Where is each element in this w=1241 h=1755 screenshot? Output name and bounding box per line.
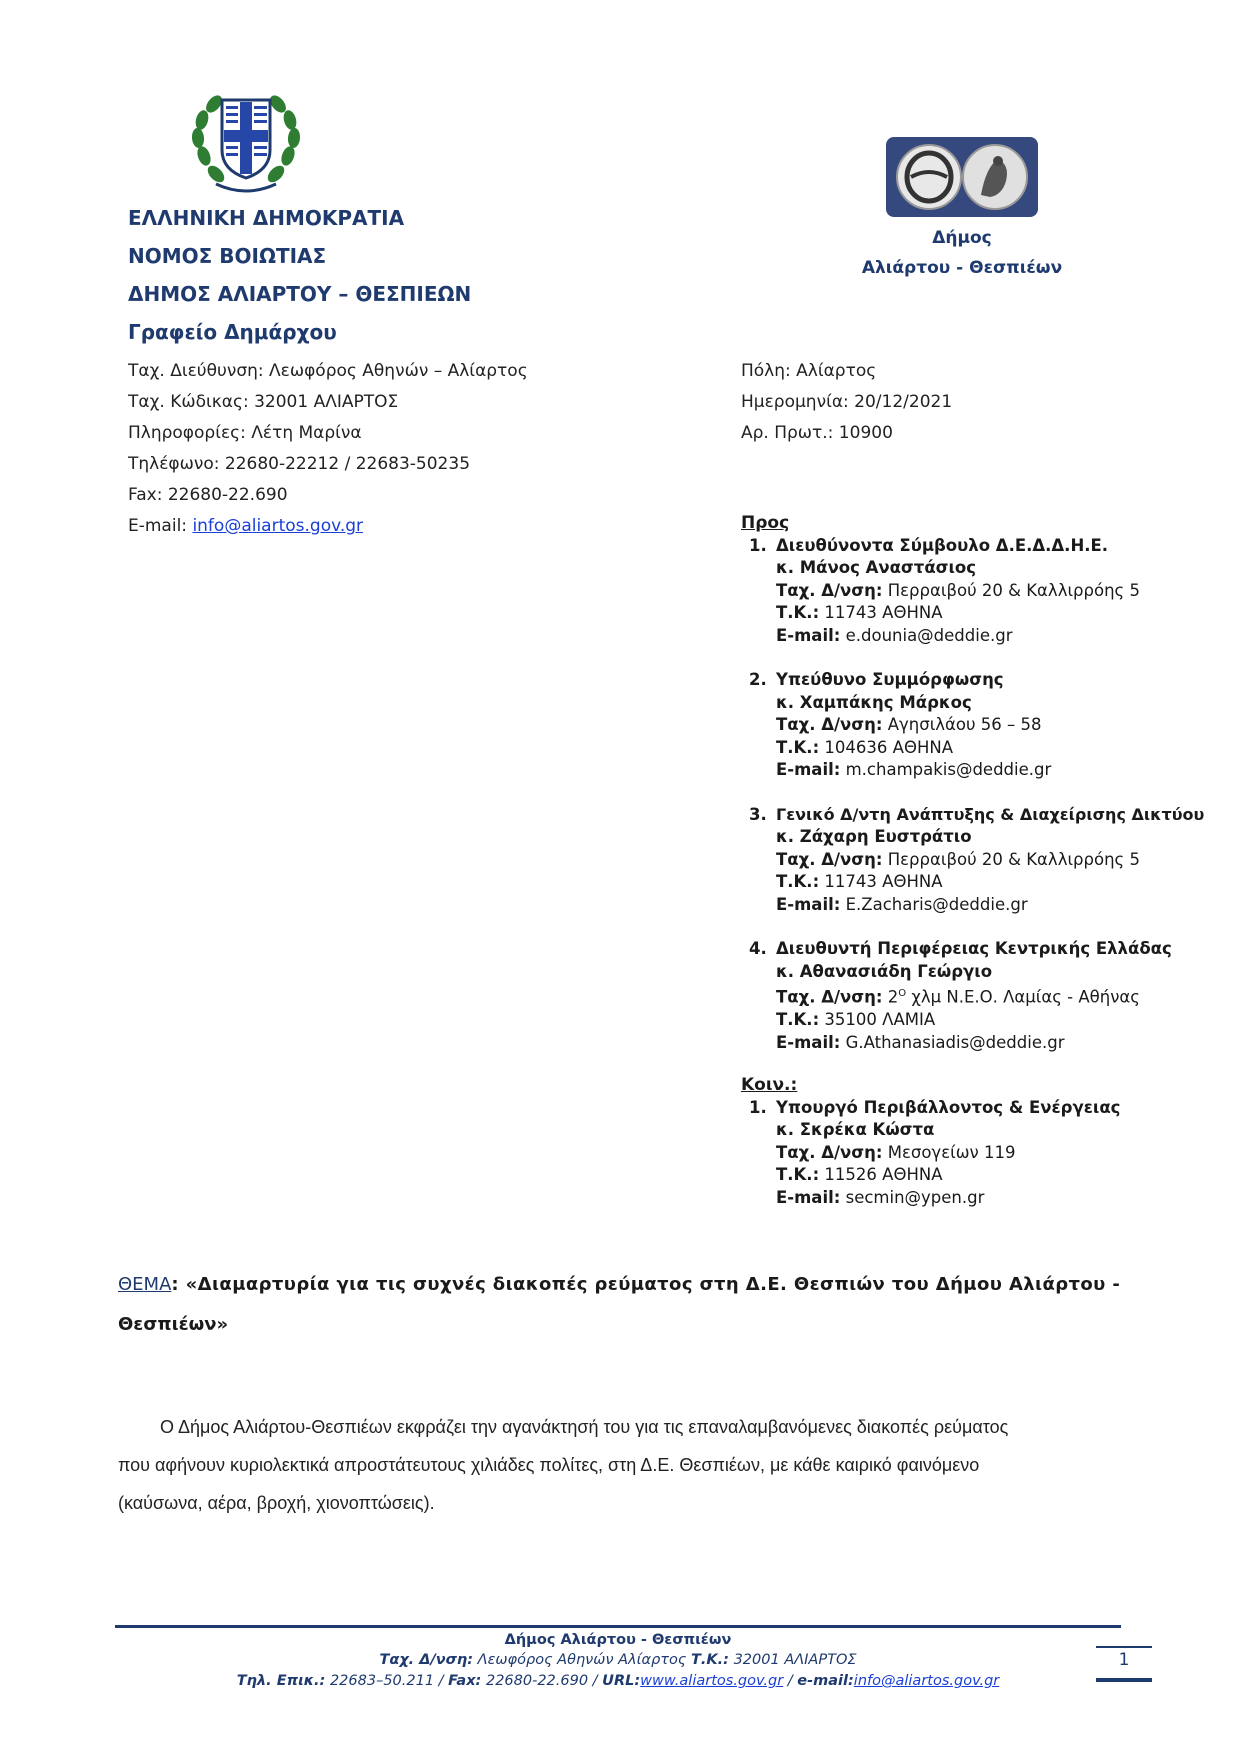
recipient-3 [741,804,1236,917]
page-number-top-rule [1096,1646,1152,1648]
recipient-2-title: Υπεύθυνο Συμμόρφωσης [776,670,1004,689]
body-line-3: (καύσωνα, αέρα, βροχή, χιονοπτώσεις). [118,1493,435,1513]
body-line-2: που αφήνουν κυριολεκτικά απροστάτευτους χιλιάδες πολίτες, στη Δ.Ε. Θεσπιέων, με κάθε καιρικό φαινόμενο [118,1455,980,1475]
sender-email-label: E-mail: [128,516,193,536]
footer-email-link[interactable]: info@aliartos.gov.gr [853,1673,1000,1689]
recipient-1 [741,535,1236,648]
footer-phone-label: Τηλ. Επικ.: [236,1673,326,1689]
header-line-3: ΔΗΜΟΣ ΑΛΙΑΡΤΟΥ – ΘΕΣΠΙΕΩΝ [128,282,472,306]
recipient-1-tk-label: Τ.Κ.: [776,603,820,622]
header-line-2: ΝΟΜΟΣ ΒΟΙΩΤΙΑΣ [128,244,327,268]
recipient-4-address-post: χλμ Ν.Ε.Ο. Λαμίας - Αθήνας [906,987,1140,1007]
footer-phone: 22683–50.211 / [325,1673,449,1689]
page-number: 1 [1118,1650,1130,1670]
recipient-2-address [776,714,1236,737]
subject-block [118,1265,1120,1345]
recipient-2-tk [776,737,1236,760]
recipient-3-email [776,894,1236,917]
sender-email-link[interactable]: info@aliartos.gov.gr [192,516,364,536]
recipient-3-title: Γενικό Δ/ντη Ανάπτυξης & Διαχείρισης Δικτύου [776,804,1205,824]
recipient-4-tk-value: 35100 ΛΑΜΙΑ [819,1010,936,1029]
recipient-2-email [776,759,1236,782]
cc-recipient-1 [741,1097,1236,1210]
cc-recipient-1-address-label: Ταχ. Δ/νση: [776,1142,883,1162]
recipient-1-title: Διευθύνοντα Σύμβουλο Δ.Ε.Δ.Δ.Η.Ε. [776,535,1109,555]
recipient-3-address [776,849,1236,872]
recipient-3-number: 3. [749,804,767,824]
footer-sep: / [783,1673,798,1689]
cc-recipient-1-address [776,1142,1236,1165]
subject-label: ΘΕΜΑ [118,1274,172,1295]
recipient-1-tk-value: 11743 ΑΘΗΝΑ [819,603,943,622]
footer-url-label: URL: [602,1673,641,1689]
sender-phone: Τηλέφωνο: 22680-22212 / 22683-50235 [128,454,471,474]
footer-addr-label: Ταχ. Δ/νση: [379,1652,474,1668]
recipient-4-email [776,1032,1236,1055]
footer-address-line [115,1650,1121,1670]
doc-date: Ημερομηνία: 20/12/2021 [741,392,953,412]
doc-meta [741,356,1141,449]
greek-coat-of-arms [186,86,306,198]
sender-postal: Ταχ. Κώδικας: 32001 ΑΛΙΑΡΤΟΣ [128,392,399,412]
cc-recipient-1-title: Υπουργό Περιβάλλοντος & Ενέργειας [776,1097,1121,1117]
recipient-2-tk-value: 104636 ΑΘΗΝΑ [819,737,953,757]
footer-tk: 32001 ΑΛΙΑΡΤΟΣ [728,1652,857,1668]
body-text [118,1408,1124,1522]
recipient-2-address-label: Ταχ. Δ/νση: [776,715,883,734]
recipient-3-tk [776,871,1236,894]
municipality-logo [886,137,1038,217]
recipients-title: Προς [741,513,790,533]
subject-line-2: Θεσπιέων» [118,1314,229,1335]
recipient-2-email-label: E-mail: [776,760,841,779]
cc-recipient-1-email-label: E-mail: [776,1187,841,1207]
footer-tk-label: Τ.Κ.: [691,1652,729,1668]
recipient-2-address-value: Αγησιλάου 56 – 58 [882,715,1042,734]
recipient-1-email-value: e.dounia@deddie.gr [840,625,1013,645]
footer-title: Δήμος Αλιάρτου - Θεσπιέων [504,1632,732,1648]
recipient-4-address [776,983,1236,1009]
recipient-4-title: Διευθυντή Περιφέρειας Κεντρικής Ελλάδας [776,939,1172,958]
sender-fax: Fax: 22680-22.690 [128,485,288,505]
logo-caption-2: Αλιάρτου - Θεσπιέων [861,258,1063,278]
footer-rule [115,1625,1121,1628]
cc-recipient-1-tk-value: 11526 ΑΘΗΝΑ [819,1165,943,1184]
recipient-1-address [776,580,1236,603]
recipient-3-address-value: Περραιβού 20 & Καλλιρρόης 5 [882,849,1140,869]
cc-recipient-1-address-value: Μεσογείων 119 [882,1142,1016,1162]
recipient-3-name: κ. Ζάχαρη Ευστράτιο [776,827,972,846]
sender-address: Ταχ. Διεύθυνση: Λεωφόρος Αθηνών – Αλίαρτος [128,361,528,381]
header-line-1: ΕΛΛΗΝΙΚΗ ΔΗΜΟΚΡΑΤΙΑ [128,206,405,230]
sender-contact: Πληροφορίες: Λέτη Μαρίνα [128,423,362,443]
recipient-1-name: κ. Μάνος Αναστάσιος [776,558,977,577]
recipient-4 [741,938,1236,1054]
recipient-2-name: κ. Χαμπάκης Μάρκος [776,692,972,712]
recipients-block [741,512,1236,1209]
header-line-4: Γραφείο Δημάρχου [128,320,337,344]
recipient-1-number: 1. [749,535,767,555]
recipient-2 [741,669,1236,782]
recipient-3-email-value: E.Zacharis@deddie.gr [840,894,1028,914]
doc-protocol: Αρ. Πρωτ.: 10900 [741,423,893,443]
recipient-1-tk [776,602,1236,625]
recipient-3-tk-label: Τ.Κ.: [776,872,820,891]
footer-addr: Λεωφόρος Αθηνών Αλίαρτος [473,1652,692,1668]
doc-city: Πόλη: Αλίαρτος [741,361,877,381]
footer-block [115,1630,1121,1692]
recipient-4-tk-label: Τ.Κ.: [776,1010,820,1029]
cc-recipient-1-tk [776,1164,1236,1187]
recipient-3-email-label: E-mail: [776,894,841,914]
footer-fax: 22680-22.690 / [481,1673,603,1689]
recipient-2-tk-label: Τ.Κ.: [776,737,820,757]
recipient-4-tk [776,1009,1236,1032]
cc-title: Κοιν.: [741,1075,798,1095]
subject-text-1: : «Διαμαρτυρία για τις συχνές διακοπές ρεύματος στη Δ.Ε. Θεσπιών του Δήμου Αλιάρτου - [171,1274,1121,1295]
recipient-4-number: 4. [749,939,767,958]
cc-recipient-1-email-value: secmin@ypen.gr [840,1187,985,1207]
recipient-4-address-pre: 2 [882,987,899,1007]
recipient-2-email-value: m.champakis@deddie.gr [840,760,1052,779]
recipient-1-address-label: Ταχ. Δ/νση: [776,580,883,600]
body-line-1: Ο Δήμος Αλιάρτου-Θεσπιέων εκφράζει την αγανάκτησή του για τις επαναλαμβανόμενες διακοπές ρεύματος [160,1417,1009,1437]
recipient-3-address-label: Ταχ. Δ/νση: [776,849,883,869]
recipient-1-address-value: Περραιβού 20 & Καλλιρρόης 5 [882,580,1140,600]
sender-email-line [128,511,648,542]
sender-info [128,356,648,542]
cc-recipient-1-name: κ. Σκρέκα Κώστα [776,1120,935,1139]
footer-fax-label: Fax: [448,1673,482,1689]
footer-email-label: e-mail: [797,1673,854,1689]
cc-recipient-1-number: 1. [749,1097,767,1117]
subject-line-1 [118,1265,1120,1305]
recipient-2-number: 2. [749,670,767,689]
recipient-4-address-label: Ταχ. Δ/νση: [776,987,883,1007]
cc-recipient-1-tk-label: Τ.Κ.: [776,1165,820,1184]
recipient-4-address-sup: Ο [898,988,907,999]
recipient-1-email-label: E-mail: [776,625,841,645]
recipient-4-email-value: G.Athanasiadis@deddie.gr [840,1032,1065,1052]
cc-recipient-1-email [776,1187,1236,1210]
footer-url-link[interactable]: www.aliartos.gov.gr [640,1673,784,1689]
recipient-3-tk-value: 11743 ΑΘΗΝΑ [819,872,943,891]
logo-caption-1: Δήμος [932,228,992,248]
footer-contact-line [115,1670,1121,1692]
page-number-bottom-rule [1096,1678,1152,1682]
recipient-1-email [776,625,1236,648]
recipient-4-name: κ. Αθανασιάδη Γεώργιο [776,961,993,981]
recipient-4-email-label: E-mail: [776,1032,841,1052]
